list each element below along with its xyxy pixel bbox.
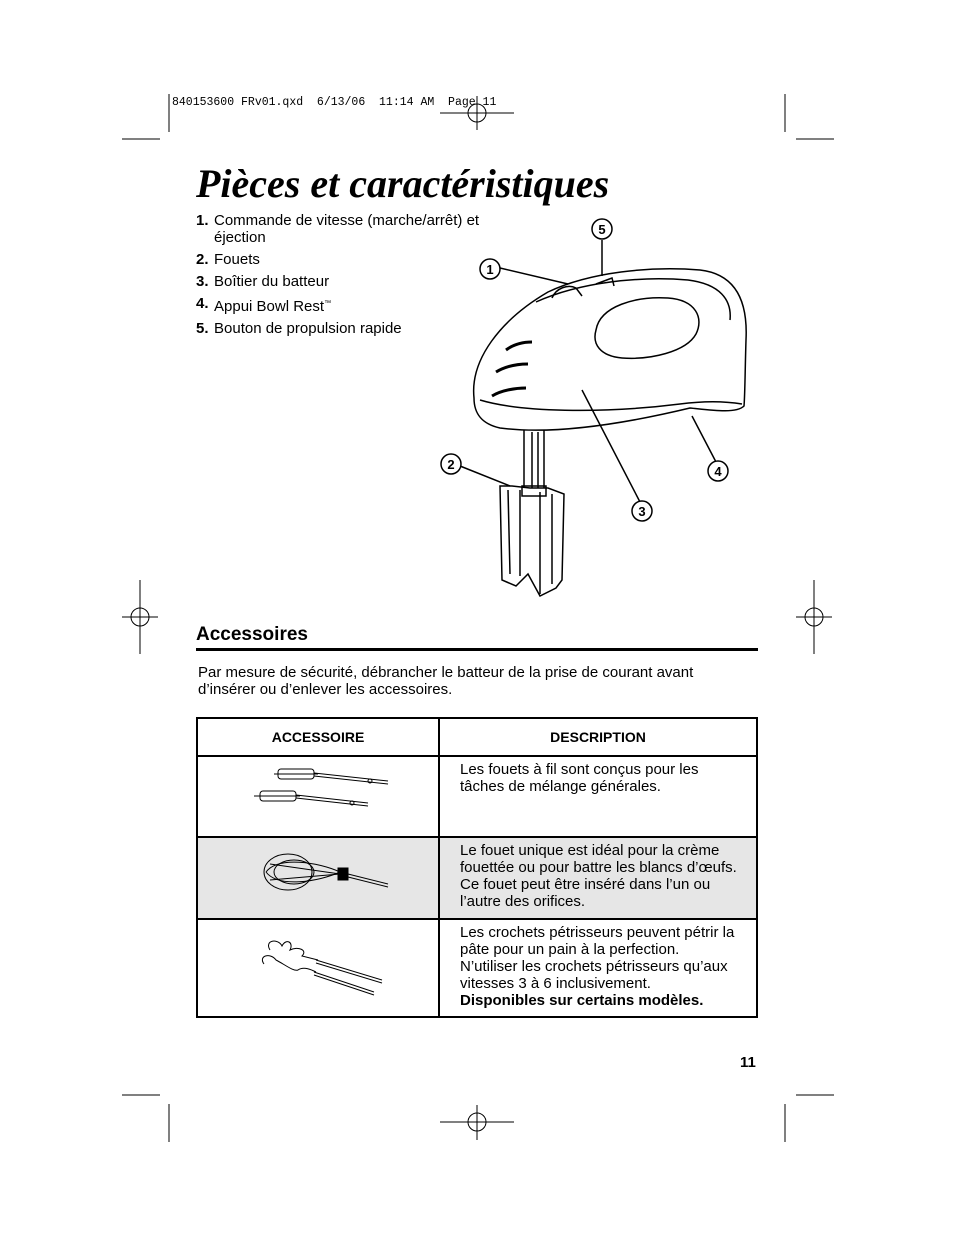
part-label-wrap <box>214 295 331 315</box>
trademark-mark: ™ <box>324 300 332 307</box>
hand-mixer-illustration <box>474 269 747 596</box>
accessory-description: Le fouet unique est idéal pour la crème fouettée ou pour battre les blancs d’œufs. Ce fouet peut être inséré dans l’un ou l’autre des orifices. <box>439 837 757 919</box>
callout-3 <box>632 501 652 521</box>
svg-text:1: 1 <box>486 262 494 277</box>
callout-5 <box>592 219 612 239</box>
accessory-description: Les fouets à fil sont conçus pour les tâches de mélange générales. <box>439 756 757 837</box>
accessory-image-cell <box>197 919 439 1017</box>
table-row <box>197 756 757 837</box>
part-number: 2. <box>196 251 209 268</box>
parts-list-item <box>196 273 486 290</box>
svg-text:5: 5 <box>598 222 606 237</box>
availability-note: Disponibles sur certains modèles. <box>460 992 704 1009</box>
heading-rule <box>196 648 758 651</box>
single-whisk-icon <box>198 838 438 908</box>
column-header-accessory: ACCESSOIRE <box>197 718 439 756</box>
part-label: Fouets <box>214 251 260 268</box>
parts-list <box>196 212 486 342</box>
accessory-description-cell <box>439 919 757 1017</box>
parts-list-item <box>196 295 486 315</box>
file-slug: 840153600 FRv01.qxd 6/13/06 11:14 AM Page 11 <box>172 96 497 109</box>
dough-hooks-icon <box>198 920 438 1006</box>
accessories-heading: Accessoires <box>196 624 308 645</box>
part-number: 1. <box>196 212 209 229</box>
part-number: 3. <box>196 273 209 290</box>
parts-list-item <box>196 212 486 246</box>
accessory-description: Les crochets pétrisseurs peuvent pétrir la pâte pour un pain à la perfection. N’utiliser les crochets pétrisseurs qu’aux vitesses 3 à 6 inclusivement. <box>460 924 735 992</box>
parts-list-item <box>196 251 486 268</box>
part-number: 4. <box>196 295 209 312</box>
part-label: Appui Bowl Rest <box>214 298 325 315</box>
svg-text:2: 2 <box>447 457 455 472</box>
part-label: Commande de vitesse (marche/arrêt) et éjection <box>214 212 480 246</box>
accessory-image-cell <box>197 837 439 919</box>
callout-2 <box>441 454 461 474</box>
part-label: Boîtier du batteur <box>214 273 330 290</box>
wire-beaters-icon <box>198 757 438 826</box>
page-number: 11 <box>740 1054 756 1071</box>
accessory-image-cell <box>197 756 439 837</box>
column-header-description: DESCRIPTION <box>439 718 757 756</box>
accessories-intro: Par mesure de sécurité, débrancher le batteur de la prise de courant avant d’insérer ou d’enlever les accessoires. <box>198 664 694 698</box>
part-label: Bouton de propulsion rapide <box>214 320 402 337</box>
callout-4 <box>708 461 728 481</box>
table-row <box>197 837 757 919</box>
svg-text:3: 3 <box>638 504 646 519</box>
table-row <box>197 919 757 1017</box>
parts-list-item <box>196 320 486 337</box>
page-title: Pièces et caractéristiques <box>196 161 610 206</box>
svg-text:4: 4 <box>714 464 722 479</box>
table-header-row <box>197 718 757 756</box>
accessories-table <box>196 717 758 1018</box>
part-number: 5. <box>196 320 209 337</box>
